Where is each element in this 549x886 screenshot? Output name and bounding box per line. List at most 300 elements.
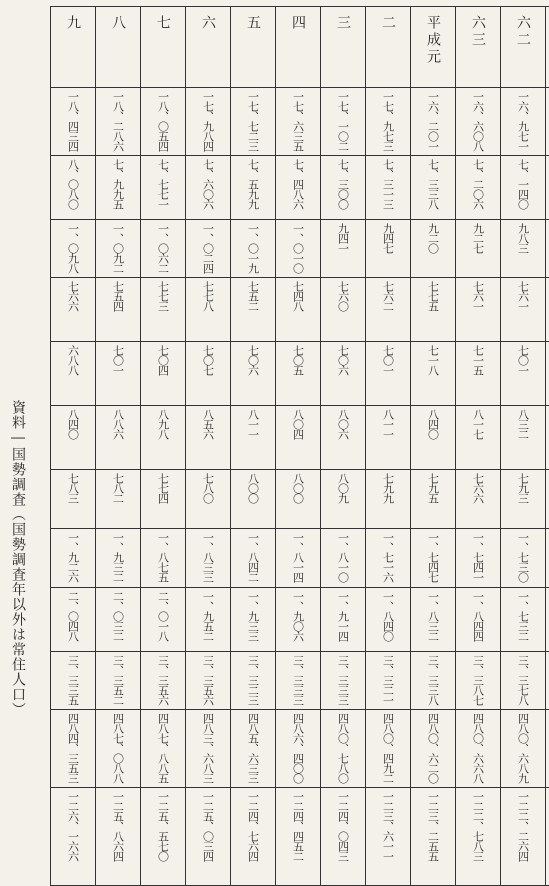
cell-value: 三、三五二 xyxy=(113,655,124,705)
cell-value: 七六〇 xyxy=(338,281,349,311)
year-cell xyxy=(231,7,276,88)
cell-value: 四八六、四〇〇 xyxy=(293,713,304,783)
table-cell xyxy=(231,406,276,470)
cell-value: 一、七四七 xyxy=(428,532,439,582)
cell-value: 九 xyxy=(66,15,80,32)
cell-value: 三、三二三 xyxy=(248,655,259,705)
table-cell xyxy=(546,88,549,156)
cell-value: 一七、九七三 xyxy=(383,91,394,151)
table-cell xyxy=(96,788,141,886)
cell-value: 三、三八七 xyxy=(473,655,484,705)
cell-value: 一七、七二三 xyxy=(248,91,259,151)
cell-value: 一、〇一〇 xyxy=(293,223,304,273)
table-cell xyxy=(411,156,456,220)
table-cell xyxy=(51,278,96,342)
table-cell xyxy=(546,406,549,470)
cell-value: 四八〇、六二〇 xyxy=(428,713,439,783)
cell-value: 七一五 xyxy=(473,345,484,375)
table-cell xyxy=(546,278,549,342)
cell-value: 一二二、二六四 xyxy=(518,791,529,861)
cell-value: 四 xyxy=(291,15,305,32)
table-cell xyxy=(456,342,501,406)
table-cell xyxy=(51,588,96,652)
year-cell xyxy=(321,7,366,88)
year-cell xyxy=(276,7,321,88)
table-cell xyxy=(366,588,411,652)
table-cell xyxy=(321,406,366,470)
cell-value: 一二四、四五二 xyxy=(293,791,304,861)
table-cell xyxy=(96,652,141,710)
cell-value: 一六、九七一 xyxy=(518,91,529,151)
table-cell xyxy=(276,406,321,470)
table-cell xyxy=(366,156,411,220)
table-cell xyxy=(366,652,411,710)
table-cell xyxy=(546,156,549,220)
cell-value: 一、七三〇 xyxy=(518,532,529,582)
table-cell xyxy=(51,529,96,588)
table-cell xyxy=(321,220,366,278)
cell-value: 七 xyxy=(156,15,170,32)
cell-value: 八九八 xyxy=(158,409,169,439)
cell-value: 一二五、五七〇 xyxy=(158,791,169,861)
table-cell xyxy=(141,342,186,406)
table-cell xyxy=(141,788,186,886)
table-cell xyxy=(141,710,186,788)
table-cell xyxy=(321,88,366,156)
table-cell xyxy=(276,220,321,278)
table-cell xyxy=(501,88,546,156)
table-cell xyxy=(96,406,141,470)
cell-value: 四八七、八八五 xyxy=(158,713,169,783)
table-cell xyxy=(186,470,231,529)
cell-value: 七五二 xyxy=(248,281,259,311)
cell-value: 九四一 xyxy=(338,223,349,253)
table-cell xyxy=(186,88,231,156)
cell-value: 一、七四一 xyxy=(473,532,484,582)
table-cell xyxy=(231,529,276,588)
table-cell xyxy=(366,220,411,278)
table-cell xyxy=(321,788,366,886)
table-cell xyxy=(366,470,411,529)
table-cell xyxy=(186,220,231,278)
cell-value: 七、五九九 xyxy=(248,159,259,209)
table-cell xyxy=(51,156,96,220)
table-cell xyxy=(186,278,231,342)
cell-value: 一、八一〇 xyxy=(338,532,349,582)
cell-value: 一、〇九八 xyxy=(68,223,79,273)
year-cell xyxy=(366,7,411,88)
cell-value: 一、〇一九 xyxy=(248,223,259,273)
table-cell xyxy=(366,788,411,886)
table-cell xyxy=(231,470,276,529)
cell-value: 九二〇 xyxy=(428,223,439,253)
cell-value: 八一一 xyxy=(383,409,394,439)
cell-value: 七四八 xyxy=(293,281,304,311)
table-cell xyxy=(141,470,186,529)
table-cell xyxy=(411,220,456,278)
table-cell xyxy=(141,529,186,588)
table-cell xyxy=(366,710,411,788)
source-note: 資料―国勢調査（国勢調査年以外は常住人口） xyxy=(6,400,25,717)
table-cell xyxy=(456,406,501,470)
table-cell xyxy=(456,529,501,588)
year-cell xyxy=(141,7,186,88)
table-cell xyxy=(546,588,549,652)
cell-value: 一、七一六 xyxy=(383,532,394,582)
cell-value: 七、四八六 xyxy=(293,159,304,209)
table-cell xyxy=(96,278,141,342)
cell-value: 七〇五 xyxy=(293,345,304,375)
cell-value: 一二四、〇四三 xyxy=(338,791,349,861)
cell-value: 八八六 xyxy=(113,409,124,439)
cell-value: 七八二 xyxy=(113,473,124,503)
table-cell xyxy=(231,652,276,710)
table-cell xyxy=(276,652,321,710)
cell-value: 一七、一〇二 xyxy=(338,91,349,151)
table-cell xyxy=(501,529,546,588)
table-cell xyxy=(501,470,546,529)
table-cell xyxy=(96,470,141,529)
year-cell xyxy=(501,7,546,88)
table-cell xyxy=(411,342,456,406)
cell-value: 二、〇一八 xyxy=(158,591,169,641)
cell-value: 六二 xyxy=(516,15,530,49)
table-cell xyxy=(546,342,549,406)
table-cell xyxy=(141,278,186,342)
cell-value: 七六一 xyxy=(473,281,484,311)
cell-value: 七七五 xyxy=(428,281,439,311)
table-cell xyxy=(501,710,546,788)
cell-value: 八〇九 xyxy=(338,473,349,503)
cell-value: 四八〇、六六八 xyxy=(473,713,484,783)
cell-value: 七〇一 xyxy=(113,345,124,375)
table-cell xyxy=(501,406,546,470)
table-cell xyxy=(186,788,231,886)
table-cell xyxy=(411,88,456,156)
cell-value: 七〇六 xyxy=(338,345,349,375)
cell-value: 三、三三五 xyxy=(68,655,79,705)
table-cell xyxy=(546,652,549,710)
table-cell xyxy=(456,88,501,156)
cell-value: 八〇六 xyxy=(338,409,349,439)
cell-value: 六八八 xyxy=(68,345,79,375)
cell-value: 七八三 xyxy=(68,473,79,503)
table-cell xyxy=(51,710,96,788)
table-cell xyxy=(186,652,231,710)
table-cell xyxy=(366,342,411,406)
table-cell xyxy=(321,156,366,220)
table-cell xyxy=(501,788,546,886)
table-cell xyxy=(546,710,549,788)
cell-value: 四八〇、四九二 xyxy=(383,713,394,783)
table-cell xyxy=(186,156,231,220)
cell-value: 一、八四〇 xyxy=(383,591,394,641)
table-cell xyxy=(546,220,549,278)
cell-value: 一、九一四 xyxy=(338,591,349,641)
cell-value: 一六、六〇八 xyxy=(473,91,484,151)
cell-value: 二、〇四八 xyxy=(68,591,79,641)
cell-value: 一二三、六一一 xyxy=(383,791,394,861)
cell-value: 七七八 xyxy=(203,281,214,311)
table-cell xyxy=(366,406,411,470)
table-cell xyxy=(141,652,186,710)
table-cell xyxy=(231,278,276,342)
table-cell xyxy=(501,588,546,652)
cell-value: 一、九二六 xyxy=(68,532,79,582)
cell-value: 五 xyxy=(246,15,260,32)
table-cell xyxy=(411,652,456,710)
cell-value: 八、〇八〇 xyxy=(68,159,79,209)
cell-value: 一二六、一六六 xyxy=(68,791,79,861)
cell-value: 九八三 xyxy=(518,223,529,253)
table-cell xyxy=(276,588,321,652)
table-cell xyxy=(276,278,321,342)
cell-value: 三、三五六 xyxy=(158,655,169,705)
cell-value: 四八七、〇八八 xyxy=(113,713,124,783)
table-cell xyxy=(411,529,456,588)
table-cell xyxy=(321,588,366,652)
cell-value: 七、一四〇 xyxy=(518,159,529,209)
table-cell xyxy=(141,220,186,278)
cell-value: 三、三二一 xyxy=(383,655,394,705)
table-cell xyxy=(411,470,456,529)
table-cell xyxy=(411,588,456,652)
cell-value: 四八三、六八三 xyxy=(203,713,214,783)
table-cell xyxy=(186,406,231,470)
table-cell xyxy=(51,88,96,156)
population-table xyxy=(50,6,549,886)
cell-value: 一、〇六二 xyxy=(158,223,169,273)
cell-value: 七六一 xyxy=(518,281,529,311)
table-cell xyxy=(231,156,276,220)
table-cell xyxy=(411,278,456,342)
cell-value: 一八、〇五四 xyxy=(158,91,169,151)
table-cell xyxy=(51,652,96,710)
table-cell xyxy=(96,88,141,156)
table-cell xyxy=(456,588,501,652)
table-cell xyxy=(276,470,321,529)
year-cell xyxy=(456,7,501,88)
cell-value: 一、〇九二 xyxy=(113,223,124,273)
table-cell xyxy=(276,156,321,220)
cell-value: 一二五、〇三四 xyxy=(203,791,214,861)
table-cell xyxy=(141,156,186,220)
table-cell xyxy=(231,588,276,652)
table-cell xyxy=(321,529,366,588)
table-cell xyxy=(96,156,141,220)
cell-value: 八一一 xyxy=(248,409,259,439)
table-cell xyxy=(546,788,549,886)
cell-value: 八五六 xyxy=(203,409,214,439)
table-cell xyxy=(456,278,501,342)
cell-value: 六三 xyxy=(471,15,485,49)
year-cell xyxy=(186,7,231,88)
cell-value: 八四〇 xyxy=(428,409,439,439)
cell-value: 二、〇三二 xyxy=(113,591,124,641)
cell-value: 七六六 xyxy=(473,473,484,503)
table-cell xyxy=(51,788,96,886)
cell-value: 七、三三八 xyxy=(428,159,439,209)
cell-value: 一八、二八六 xyxy=(113,91,124,151)
cell-value: 一六、二〇一 xyxy=(428,91,439,151)
table-cell xyxy=(51,220,96,278)
cell-value: 一二三、二五五 xyxy=(428,791,439,861)
cell-value: 七〇四 xyxy=(158,345,169,375)
cell-value: 四八〇、六八九 xyxy=(518,713,529,783)
cell-value: 一、七三二 xyxy=(518,591,529,641)
table-cell xyxy=(276,88,321,156)
year-cell xyxy=(411,7,456,88)
cell-value: 八四〇 xyxy=(68,409,79,439)
table-cell xyxy=(51,470,96,529)
table-cell xyxy=(411,710,456,788)
cell-value: 七六二 xyxy=(383,281,394,311)
table-cell xyxy=(456,220,501,278)
cell-value: 一七、六三五 xyxy=(293,91,304,151)
table-cell xyxy=(96,529,141,588)
cell-value: 一二五、八六四 xyxy=(113,791,124,861)
cell-value: 一二二、七八三 xyxy=(473,791,484,861)
table-cell xyxy=(366,88,411,156)
cell-value: 九四七 xyxy=(383,223,394,253)
table-cell xyxy=(96,342,141,406)
cell-value: 七、三一三 xyxy=(383,159,394,209)
cell-value: 一、八四二 xyxy=(248,532,259,582)
cell-value: 一、〇二四 xyxy=(203,223,214,273)
table-cell xyxy=(51,406,96,470)
table-cell xyxy=(186,588,231,652)
table-cell xyxy=(186,342,231,406)
cell-value: 三、三三三 xyxy=(338,655,349,705)
cell-value: 七、六〇六 xyxy=(203,159,214,209)
table-cell xyxy=(96,588,141,652)
table-cell xyxy=(546,470,549,529)
cell-value: 一二四、七六四 xyxy=(248,791,259,861)
cell-value: 平成元 xyxy=(426,15,440,66)
table-cell xyxy=(321,652,366,710)
table-cell xyxy=(231,342,276,406)
table-cell xyxy=(366,529,411,588)
table-cell xyxy=(231,710,276,788)
table-cell xyxy=(186,529,231,588)
cell-value: 八〇〇 xyxy=(248,473,259,503)
cell-value: 一、八四四 xyxy=(473,591,484,641)
table-cell xyxy=(186,710,231,788)
year-cell xyxy=(546,7,549,88)
table-cell xyxy=(411,406,456,470)
table-cell xyxy=(231,88,276,156)
cell-value: 七、三〇〇 xyxy=(338,159,349,209)
cell-value: 八〇四 xyxy=(293,409,304,439)
cell-value: 四八五、六三三 xyxy=(248,713,259,783)
table-cell xyxy=(276,788,321,886)
table-cell xyxy=(456,470,501,529)
cell-value: 一七、九八四 xyxy=(203,91,214,151)
table-cell xyxy=(141,406,186,470)
cell-value: 四八〇、七八〇 xyxy=(338,713,349,783)
cell-value: 七九九 xyxy=(383,473,394,503)
cell-value: 八 xyxy=(111,15,125,32)
cell-value: 三、三三三 xyxy=(293,655,304,705)
cell-value: 八〇〇 xyxy=(293,473,304,503)
table-cell xyxy=(456,788,501,886)
table-cell xyxy=(96,220,141,278)
table-cell xyxy=(321,278,366,342)
cell-value: 七、七七一 xyxy=(158,159,169,209)
cell-value: 一、九〇六 xyxy=(293,591,304,641)
cell-value: 一、八三三 xyxy=(203,532,214,582)
cell-value: 九二七 xyxy=(473,223,484,253)
cell-value: 八三二 xyxy=(518,409,529,439)
cell-value: 三、三五六 xyxy=(203,655,214,705)
table-cell xyxy=(51,342,96,406)
cell-value: 七、九九五 xyxy=(113,159,124,209)
table-cell xyxy=(366,278,411,342)
cell-value: 七七三 xyxy=(158,281,169,311)
cell-value: 六 xyxy=(201,15,215,32)
table-cell xyxy=(141,88,186,156)
table-cell xyxy=(231,220,276,278)
cell-value: 七七四 xyxy=(158,473,169,503)
table-cell xyxy=(321,470,366,529)
year-cell xyxy=(51,7,96,88)
cell-value: 七〇六 xyxy=(248,345,259,375)
year-cell xyxy=(96,7,141,88)
cell-value: 七〇一 xyxy=(383,345,394,375)
table-cell xyxy=(546,529,549,588)
table-cell xyxy=(276,529,321,588)
table-cell xyxy=(411,788,456,886)
table-cell xyxy=(231,788,276,886)
cell-value: 一、八七五 xyxy=(158,532,169,582)
table-cell xyxy=(276,342,321,406)
table-cell xyxy=(276,710,321,788)
table-cell xyxy=(501,278,546,342)
table-cell xyxy=(501,220,546,278)
cell-value: 七〇一 xyxy=(518,345,529,375)
cell-value: 三、三三八 xyxy=(428,655,439,705)
cell-value: 三 xyxy=(336,15,350,32)
table-cell xyxy=(501,342,546,406)
cell-value: 七九五 xyxy=(428,473,439,503)
cell-value: 一、八三二 xyxy=(428,591,439,641)
cell-value: 七〇七 xyxy=(203,345,214,375)
cell-value: 七八〇 xyxy=(203,473,214,503)
cell-value: 一、九三三 xyxy=(248,591,259,641)
cell-value: 七一八 xyxy=(428,345,439,375)
table-cell xyxy=(96,710,141,788)
cell-value: 四八四、三五三 xyxy=(68,713,79,783)
cell-value: 七六六 xyxy=(68,281,79,311)
cell-value: 一、九三二 xyxy=(113,532,124,582)
table-cell xyxy=(501,156,546,220)
cell-value: 七九三 xyxy=(518,473,529,503)
cell-value: 八一七 xyxy=(473,409,484,439)
table-cell xyxy=(321,710,366,788)
table-cell xyxy=(456,710,501,788)
cell-value: 一、八一四 xyxy=(293,532,304,582)
cell-value: 七、二〇六 xyxy=(473,159,484,209)
table-cell xyxy=(321,342,366,406)
table-cell xyxy=(456,156,501,220)
cell-value: 一、九五二 xyxy=(203,591,214,641)
cell-value: 七五四 xyxy=(113,281,124,311)
table-cell xyxy=(141,588,186,652)
table-cell xyxy=(501,652,546,710)
table-cell xyxy=(456,652,501,710)
cell-value: 三、三七八 xyxy=(518,655,529,705)
cell-value: 一八、四三四 xyxy=(68,91,79,151)
